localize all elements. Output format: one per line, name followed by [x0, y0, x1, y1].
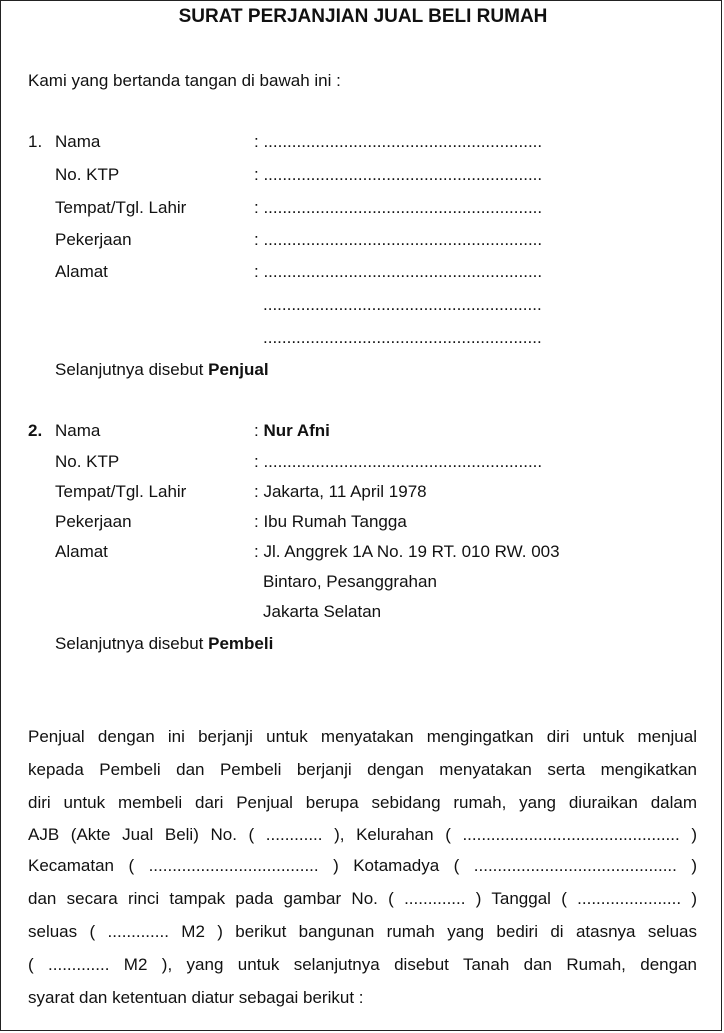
designation-prefix: Selanjutnya disebut — [55, 634, 204, 653]
body-line: dan secara rinci tampak pada gambar No. ( ............. ) Tanggal ( ...................... ) — [28, 889, 697, 908]
party2-number: 2. — [28, 421, 43, 440]
party2-label-pekerjaan: Pekerjaan — [55, 512, 132, 531]
party2-value-ttl: : Jakarta, 11 April 1978 — [254, 482, 427, 501]
designation-prefix: Selanjutnya disebut — [55, 360, 204, 379]
body-line: ( ............. M2 ), yang untuk selanjutnya disebut Tanah dan Rumah, dengan — [28, 955, 697, 974]
party2-label-alamat: Alamat — [55, 542, 108, 561]
party1-value-alamat: : ........................................................... — [254, 262, 543, 281]
body-line: syarat dan ketentuan diatur sebagai berikut : — [28, 988, 364, 1007]
intro-text: Kami yang bertanda tangan di bawah ini : — [28, 71, 341, 90]
body-line: seluas ( ............. M2 ) berikut bangunan rumah yang bediri di atasnya seluas — [28, 922, 697, 941]
party1-address-line: ........................................................... — [263, 328, 542, 347]
designation-role: Pembeli — [208, 634, 274, 653]
party2-address-line: Jakarta Selatan — [263, 602, 382, 621]
party1-address-line: ........................................................... — [263, 295, 542, 314]
party2-label-ttl: Tempat/Tgl. Lahir — [55, 482, 187, 501]
party1-value-nama: : ........................................................... — [254, 132, 543, 151]
party2-address-line: Bintaro, Pesanggrahan — [263, 572, 437, 591]
party1-value-pekerjaan: : ........................................................... — [254, 230, 543, 249]
party2-value-nama: Nur Afni — [263, 421, 330, 440]
party1-label-nama: Nama — [55, 132, 101, 151]
party2-label-ktp: No. KTP — [55, 452, 120, 471]
party2-label-nama: Nama — [55, 421, 101, 440]
party1-value-ktp: : ........................................................... — [254, 165, 543, 184]
party1-number: 1. — [28, 132, 43, 151]
party1-label-ktp: No. KTP — [55, 165, 120, 184]
party1-value-ttl: : ........................................................... — [254, 198, 543, 217]
party1-label-ttl: Tempat/Tgl. Lahir — [55, 198, 187, 217]
party2-value-pekerjaan: : Ibu Rumah Tangga — [254, 512, 407, 531]
party2-value-ktp: : ........................................................... — [254, 452, 543, 471]
party2-designation — [55, 634, 273, 654]
body-line: diri untuk membeli dari Penjual berupa sebidang rumah, yang diuraikan dalam — [28, 793, 697, 812]
body-line: AJB (Akte Jual Beli) No. ( ............ ), Kelurahan ( .............................................. ) — [28, 825, 697, 844]
designation-role: Penjual — [208, 360, 269, 379]
party1-designation — [55, 360, 269, 380]
body-line: kepada Pembeli dan Pembeli berjanji dengan menyatakan serta mengikatkan — [28, 760, 697, 779]
body-line: Penjual dengan ini berjanji untuk menyatakan mengingatkan diri untuk menjual — [28, 727, 697, 746]
party2-value-alamat: : Jl. Anggrek 1A No. 19 RT. 010 RW. 003 — [254, 542, 560, 561]
body-line: Kecamatan ( .................................... ) Kotamadya ( ........................................... ) — [28, 856, 697, 875]
party1-label-alamat: Alamat — [55, 262, 108, 281]
colon: : — [254, 421, 259, 440]
party2-value-nama-wrap — [254, 421, 330, 441]
document-title: SURAT PERJANJIAN JUAL BELI RUMAH — [178, 6, 548, 27]
party1-label-pekerjaan: Pekerjaan — [55, 230, 132, 249]
